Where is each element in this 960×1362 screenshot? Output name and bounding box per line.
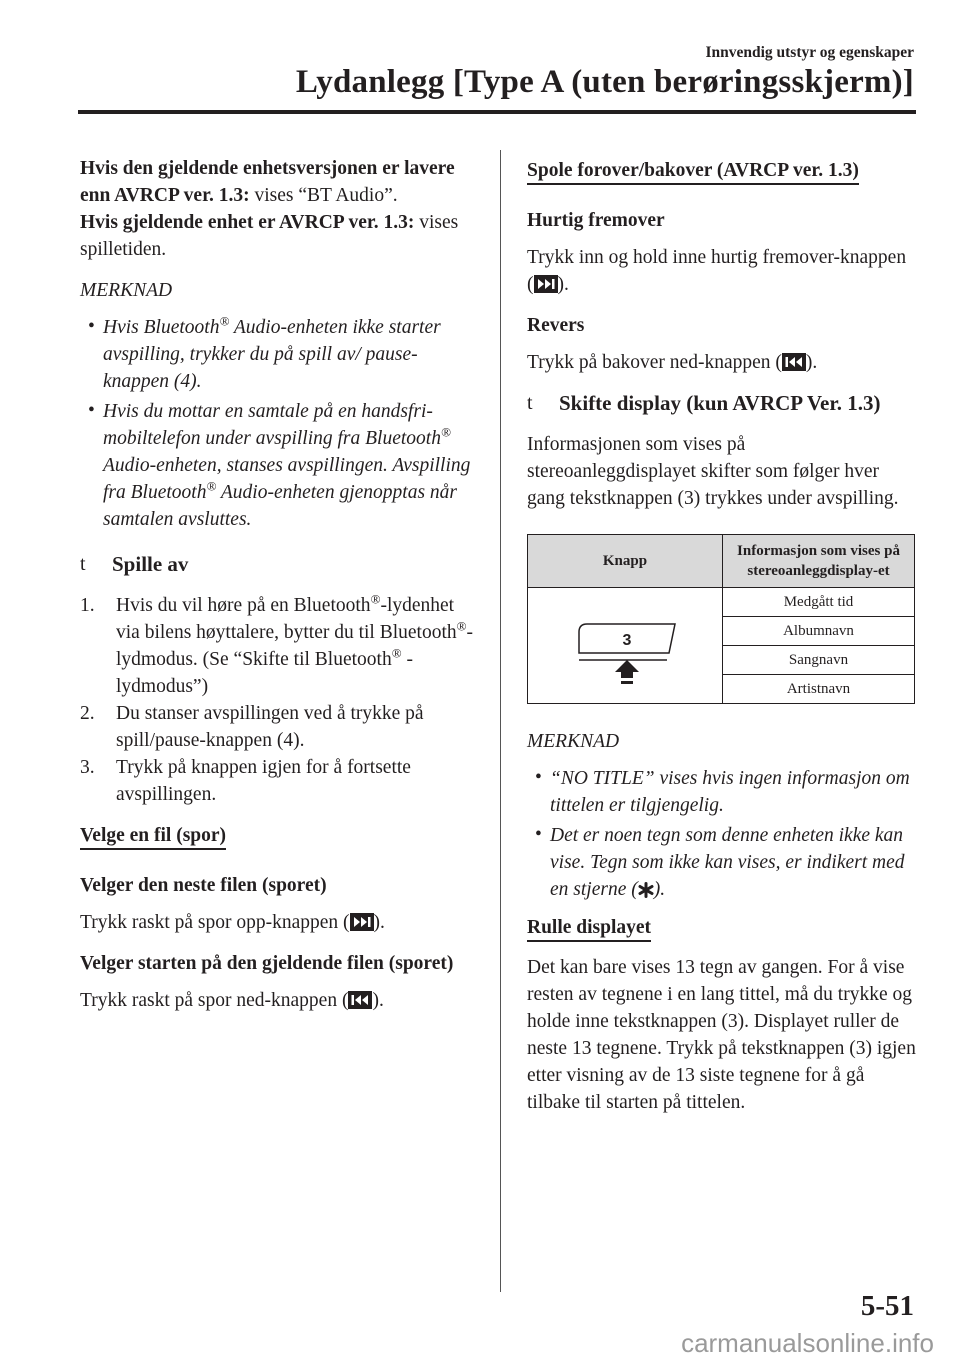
display-info-table (527, 534, 915, 704)
rewind-icon (782, 353, 806, 371)
paragraph-hurtig: Trykk inn og hold inne hurtig fremover-knappen ( ). (527, 247, 907, 295)
note-item: • Det er noen tegn som denne enheten ikke kan vise. Tegn som ikke kan vises, er indikert med en stjerne ( ). (527, 822, 917, 903)
note-label: MERKNAD (527, 731, 620, 752)
table-cell-info: Sangnavn (723, 646, 915, 675)
column-divider (500, 150, 501, 1292)
bullet-dot: • (535, 767, 542, 788)
section-heading-skifte-display: t Skifte display (kun AVRCP Ver. 1.3) (527, 391, 881, 415)
header-section-label: Innvendig utstyr og egenskaper (705, 44, 914, 61)
paragraph-neste: Trykk raskt på spor opp-knappen ( ). (80, 912, 385, 933)
paragraph-skifte: Informasjonen som vises på stereoanleggdisplayet skifter som følger hver gang tekstknappen (3) trykkes under avspilling. (527, 434, 899, 509)
text-button-3-icon (565, 598, 685, 688)
paragraph-rulle: Det kan bare vises 13 tegn av gangen. For å vise resten av tegnene i en lang tittel, må du trykke og holde inne tekstknappen (3). Displayet ruller de neste 13 tegnene. Trykk på tekstknappen (3) igjen etter visning av de 13 siste tegnene for å gå tilbake til starten på tittelen. (527, 957, 916, 1113)
section-heading-spille-av: t Spille av (80, 552, 189, 576)
step-item: 1. Hvis du vil høre på en Bluetooth®-lydenhet via bilens høyttalere, bytter du til Bluetooth®-lydmodus. (Se “Skifte til Bluetooth® -lydmodus”) (80, 591, 474, 697)
intro-paragraph-1: Hvis den gjeldende enhetsversjonen er lavere enn AVRCP ver. 1.3: vises “BT Audio”. (80, 158, 455, 206)
underlined-heading-rulle: Rulle displayet (527, 916, 651, 942)
intro-paragraph-2: Hvis gjeldende enhet er AVRCP ver. 1.3: vises spilletiden. (80, 212, 459, 260)
note-item: • Hvis Bluetooth® Audio-enheten ikke starter avspilling, trykker du på spill av/ pause-knappen (4). (88, 313, 441, 392)
table-cell-info: Albumnavn (723, 617, 915, 646)
section-marker-icon: t (527, 392, 533, 414)
table-header-row (528, 535, 915, 588)
track-down-icon (348, 991, 372, 1009)
bullet-dot: • (535, 824, 542, 845)
table-header-knapp: Knapp (528, 535, 723, 588)
asterisk-icon (638, 882, 654, 898)
table-cell-button (528, 588, 723, 704)
track-up-icon (350, 913, 374, 931)
step-item: 3. Trykk på knappen igjen for å fortsette avspillingen. (80, 757, 411, 805)
paragraph-revers: Trykk på bakover ned-knappen ( ). (527, 352, 818, 373)
table-row (528, 588, 915, 617)
button-number-label: 3 (622, 631, 632, 649)
watermark: carmanualsonline.info (681, 1328, 934, 1358)
subheading-revers: Revers (527, 315, 585, 336)
bullet-dot: • (88, 400, 95, 421)
step-item: 2. Du stanser avspillingen ved å trykke på spill/pause-knappen (4). (80, 703, 424, 751)
fast-forward-icon (534, 275, 558, 293)
subheading-neste: Velger den neste filen (sporet) (80, 875, 327, 896)
note-label: MERKNAD (80, 280, 173, 301)
underlined-heading-spole: Spole forover/bakover (AVRCP ver. 1.3) (527, 159, 859, 185)
underlined-heading-velge: Velge en fil (spor) (80, 824, 226, 850)
note-item: • “NO TITLE” vises hvis ingen informasjon om tittelen er tilgjengelig. (527, 765, 917, 819)
right-column (527, 155, 917, 1116)
section-marker-icon: t (80, 553, 86, 575)
header-rule (78, 110, 916, 114)
page-title: Lydanlegg [Type A (uten berøringsskjerm)] (295, 64, 914, 100)
bullet-dot: • (88, 316, 95, 337)
table-cell-info: Artistnavn (723, 675, 915, 704)
table-cell-info: Medgått tid (723, 588, 915, 617)
page-number: 5-51 (860, 1290, 914, 1322)
subheading-start: Velger starten på den gjeldende filen (sporet) (80, 953, 454, 974)
note-item: • Hvis du mottar en samtale på en handsfri-mobiltelefon under avspilling fra Bluetooth® Audio-enheten, stanses avspillingen. Avspilling fra Bluetooth® Audio-enheten gjenopptas når samtalen avsluttes. (80, 398, 480, 533)
paragraph-start: Trykk raskt på spor ned-knappen ( ). (80, 990, 384, 1011)
table-header-info: Informasjon som vises på stereoanleggdisplay-et (723, 535, 915, 588)
subheading-hurtig: Hurtig fremover (527, 210, 665, 231)
left-column (80, 155, 480, 1028)
